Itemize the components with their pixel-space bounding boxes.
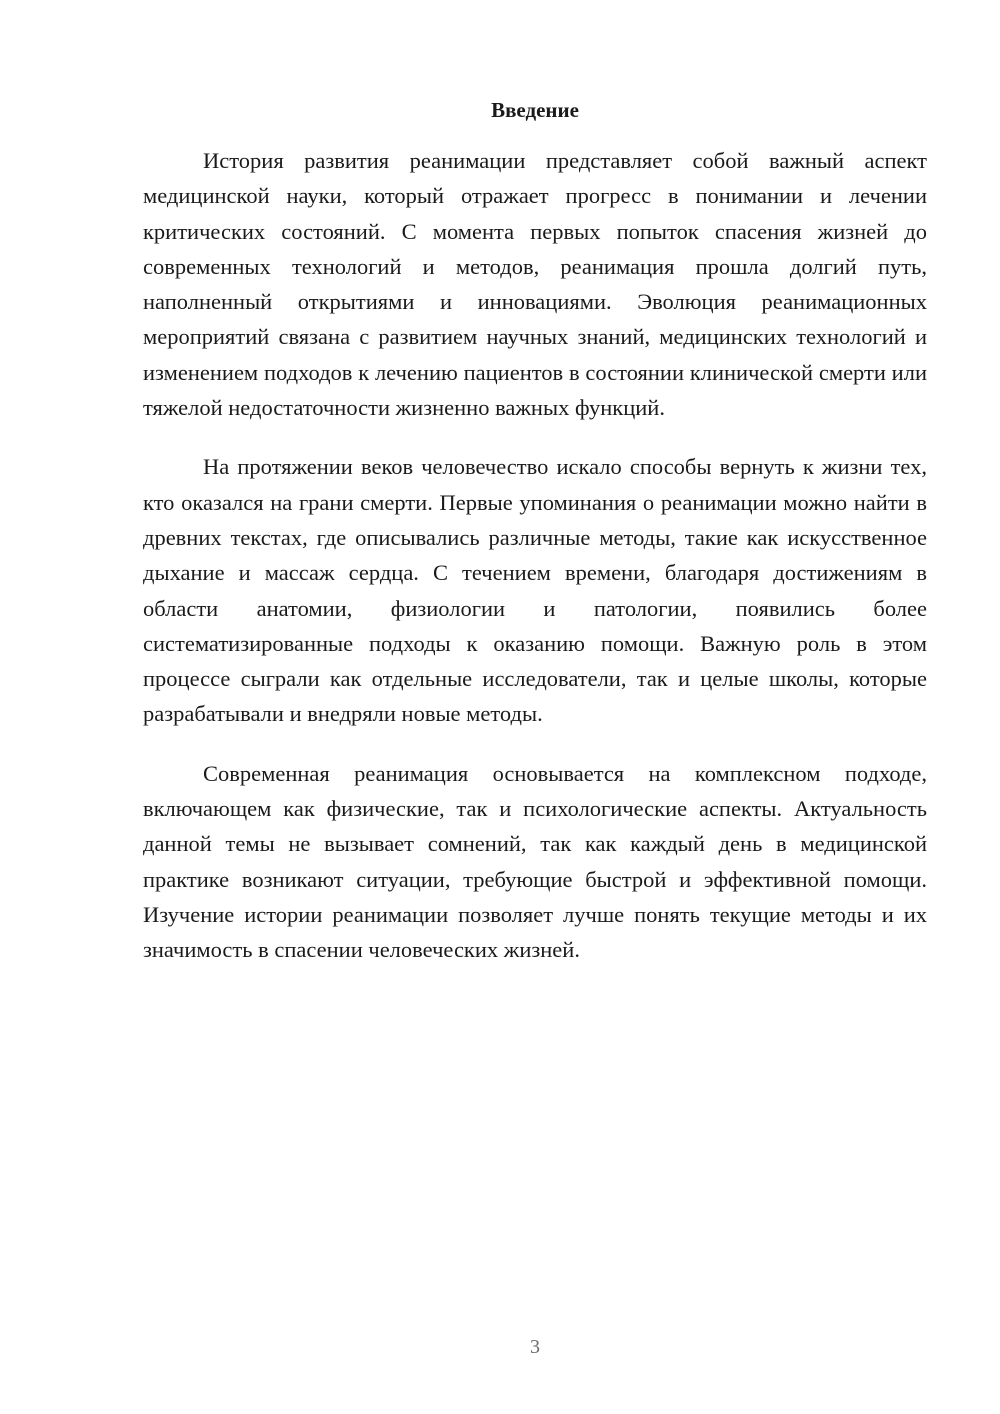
body-text (143, 143, 927, 992)
paragraph-2: На протяжении веков человечество искало способы вернуть к жизни тех, кто оказался на грани смерти. Первые упоминания о реанимации можно найти в древних текстах, где описывались различные методы, такие как искусственное дыхание и массаж сердца. С течением времени, благодаря достижениям в области анатомии, физиологии и патологии, появились более систематизированные подходы к оказанию помощи. Важную роль в этом процессе сыграли как отдельные исследователи, так и целые школы, которые разрабатывали и внедряли новые методы. (143, 454, 927, 727)
page-number: 3 (530, 1336, 540, 1358)
paragraph-3: Современная реанимация основывается на комплексном подходе, включающем как физические, так и психологические аспекты. Актуальность данной темы не вызывает сомнений, так как каждый день в медицинской практике возникают ситуации, требующие быстрой и эффективной помощи. Изучение истории реанимации позволяет лучше понять текущие методы и их значимость в спасении человеческих жизней. (143, 760, 927, 963)
paragraph-1: История развития реанимации представляет собой важный аспект медицинской науки, который отражает прогресс в понимании и лечении критических состояний. С момента первых попыток спасения жизней до современных технологий и методов, реанимация прошла долгий путь, наполненный открытиями и инновациями. Эволюция реанимационных мероприятий связана с развитием научных знаний, медицинских технологий и изменением подходов к лечению пациентов в состоянии клинической смерти или тяжелой недостаточности жизненно важных функций. (143, 148, 927, 421)
section-heading: Введение (491, 98, 579, 122)
